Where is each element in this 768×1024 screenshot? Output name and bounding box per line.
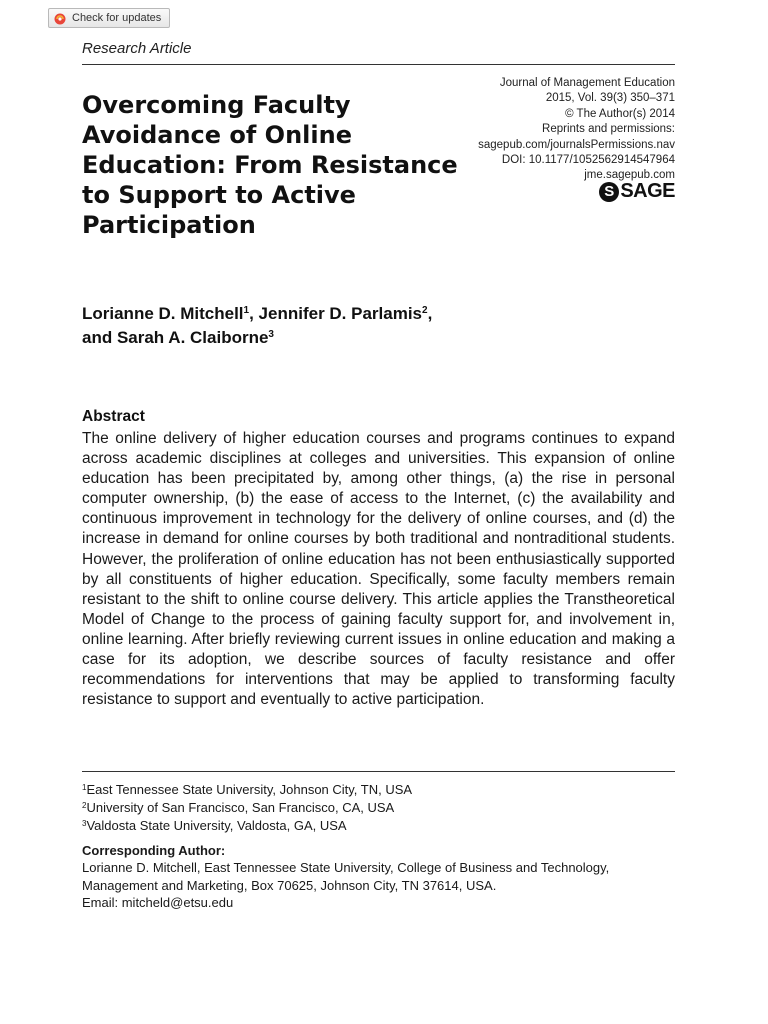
affiliation-item: $^3$Valdosta State University, Valdosta, GA, USA [82, 818, 347, 833]
article-type-label: Research Article [82, 40, 192, 57]
copyright-notice: © The Author(s) 2014 [565, 107, 675, 120]
journal-site-link[interactable]: jme.sagepub.com [584, 169, 675, 182]
author-affiliation-marker: 1 [243, 305, 250, 316]
author-affiliation-marker: 2 [422, 305, 428, 316]
doi-link[interactable]: DOI: 10.1177/1052562914547964 [501, 154, 675, 167]
corresponding-author-email[interactable]: Email: mitcheld@etsu.edu [82, 894, 234, 910]
author-list: Lorianne D. Mitchell$^1$, Jennifer D. Parlamis$^2$, and Sarah A. Claiborne$^3$ [82, 304, 433, 347]
corresponding-author-address: Lorianne D. Mitchell, East Tennessee State University, College of Business and Technology, [82, 860, 610, 876]
abstract-text: The online delivery of higher education courses and programs continues to expand across academic disciplines at colleges and universities. This expansion of online education has been precipitated by, among other things, (a) the rise in personal computer ownership, (b) the ease of access to the Internet, (c) the availability and continuous improvement in technology for the delivery of online courses, and (d) the increase in demand for online courses by both traditional and nontraditional students. However, the proliferation of online education has not been enthusiastically supported by all constituents of higher education. Specifically, some faculty members remain resistant to the shift to online course delivery. This article applies the Transtheoretical Model of Change to the process of gaining faculty support for, and involvement in, online learning. After briefly reviewing current issues in online education and making a case for its adoption, we describe sources of faculty resistance and offer recommendations for interventions that may be applied to transforming faculty resistance to support and eventually to active participation. [82, 430, 675, 709]
journal-metadata [415, 76, 675, 184]
author-name: Jennifer D. Parlamis [258, 304, 423, 323]
sage-wordmark: SAGE [620, 180, 675, 202]
header-divider [82, 64, 675, 65]
sage-logo [599, 180, 675, 203]
footnote-divider [82, 771, 675, 772]
article-title: Overcoming Faculty Avoidance of Online Education: From Resistance to Support to Active Participation [82, 91, 458, 239]
affiliation-item: $^2$University of San Francisco, San Francisco, CA, USA [82, 800, 395, 815]
affiliation-item: $^1$East Tennessee State University, Johnson City, TN, USA [82, 782, 413, 797]
check-for-updates-button[interactable] [48, 8, 170, 28]
check-for-updates-label: Check for updates [72, 12, 162, 24]
permissions-link[interactable]: sagepub.com/journalsPermissions.nav [478, 138, 675, 151]
check-for-updates-icon [54, 12, 66, 24]
author-affiliation-marker: 3 [268, 329, 274, 340]
corresponding-author-heading: Corresponding Author: [82, 843, 226, 858]
journal-volume: 2015, Vol. 39(3) 350–371 [545, 92, 675, 105]
reprints-label: Reprints and permissions: [542, 123, 675, 136]
journal-name: Journal of Management Education [499, 77, 675, 89]
author-name: Lorianne D. Mitchell [82, 304, 244, 323]
abstract-heading: Abstract [82, 408, 145, 425]
sage-logo-icon: S [599, 182, 619, 202]
author-name: and Sarah A. Claiborne [82, 328, 269, 347]
corresponding-author [82, 842, 682, 911]
corresponding-author-address-cont: Management and Marketing, Box 70625, Johnson City, TN 37614, USA. [82, 877, 497, 893]
affiliation-list [82, 781, 412, 835]
